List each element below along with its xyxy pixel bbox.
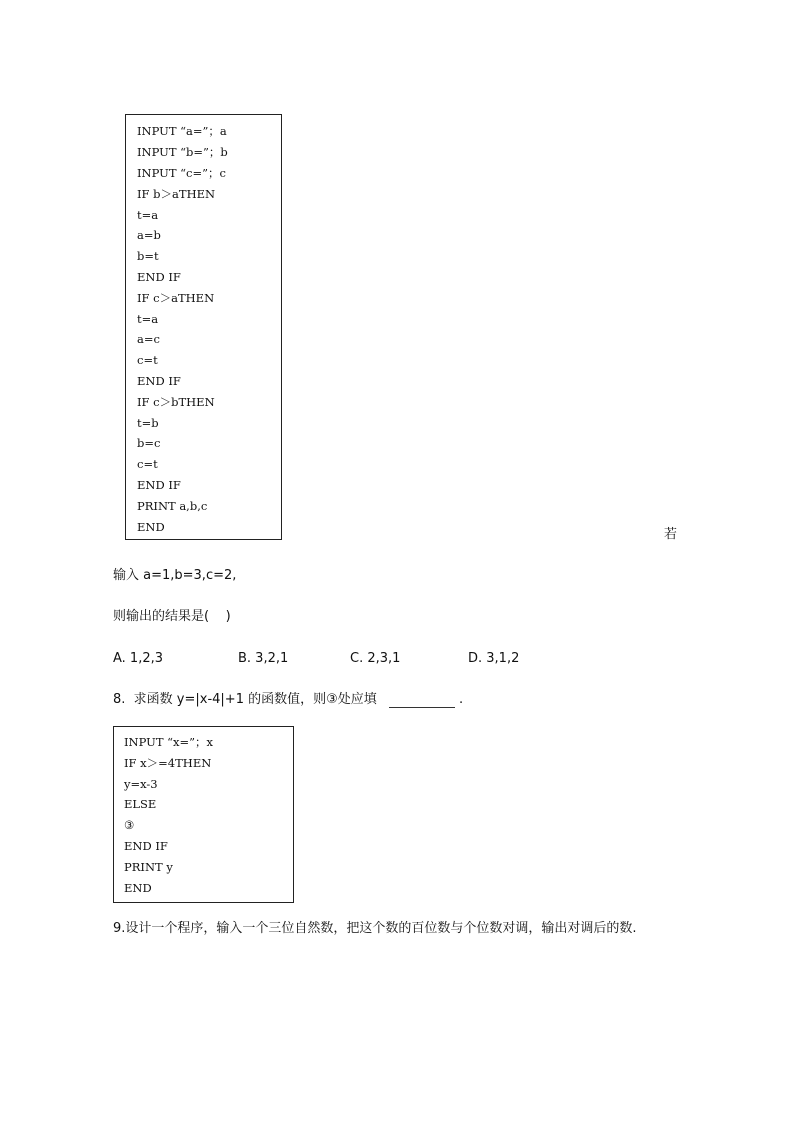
code-line: IF b＞aTHEN — [137, 187, 216, 201]
code-line: ③ — [124, 818, 135, 832]
q7-tail-word: 若 — [664, 527, 678, 542]
code-line: b=t — [137, 249, 159, 263]
q8-answer-blank[interactable] — [389, 693, 455, 708]
code-line: IF x＞=4THEN — [124, 756, 212, 770]
code-line: a=c — [137, 332, 160, 346]
code-line: END IF — [137, 270, 181, 284]
code-line: t=b — [137, 416, 159, 430]
code-line: b=c — [137, 436, 161, 450]
code-line: END IF — [124, 839, 168, 853]
code-line: IF c＞aTHEN — [137, 291, 215, 305]
code-line: INPUT “b=”；b — [137, 145, 228, 159]
code-line: INPUT “a=”；a — [137, 124, 227, 138]
q7-question: 则输出的结果是( ) — [113, 609, 231, 624]
q7-input-line: 输入 a=1,b=3,c=2, — [113, 568, 237, 583]
q7-option-d: D. 3,1,2 — [468, 651, 520, 666]
code-line: t=a — [137, 208, 159, 222]
code-line: END IF — [137, 478, 181, 492]
q7-option-b: B. 3,2,1 — [238, 651, 289, 666]
code-line: PRINT a,b,c — [137, 499, 208, 513]
q7-code-box — [125, 114, 282, 540]
code-line: INPUT “c=”；c — [137, 166, 226, 180]
code-line: PRINT y — [124, 860, 173, 874]
code-line: END IF — [137, 374, 181, 388]
code-line: IF c＞bTHEN — [137, 395, 215, 409]
q8-prompt: 8. 求函数 y=|x-4|+1 的函数值，则③处应填 — [113, 692, 377, 707]
code-line: INPUT “x=”；x — [124, 735, 214, 749]
code-line: t=a — [137, 312, 159, 326]
code-line: c=t — [137, 457, 158, 471]
q8-period: . — [459, 692, 464, 707]
code-line: a=b — [137, 228, 161, 242]
code-line: y=x-3 — [124, 777, 158, 791]
code-line: END — [124, 881, 152, 895]
q7-option-c: C. 2,3,1 — [350, 651, 401, 666]
code-line: ELSE — [124, 797, 157, 811]
q7-option-a: A. 1,2,3 — [113, 651, 164, 666]
q9-question: 9.设计一个程序，输入一个三位自然数，把这个数的百位数与个位数对调，输出对调后的数. — [113, 921, 637, 936]
code-line: c=t — [137, 353, 158, 367]
q8-code-box — [113, 726, 294, 903]
code-line: END — [137, 520, 165, 534]
